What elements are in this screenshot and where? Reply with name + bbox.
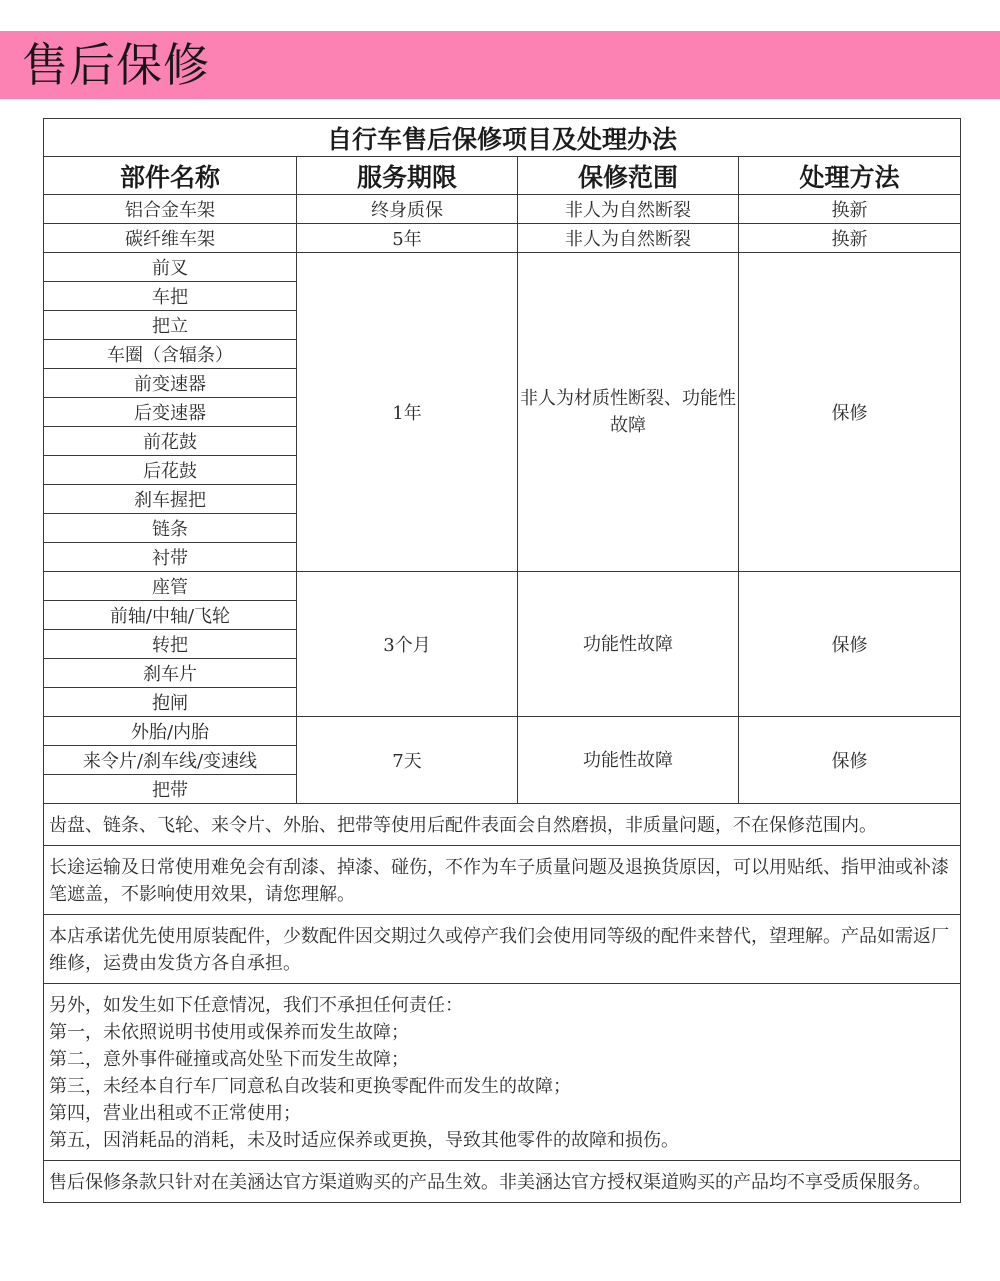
part-name-cell: 把立 <box>44 311 297 340</box>
part-name-cell: 座管 <box>44 572 297 601</box>
part-name-cell: 转把 <box>44 630 297 659</box>
note-row <box>44 1161 961 1203</box>
note-line: 齿盘、链条、飞轮、来令片、外胎、把带等使用后配件表面会自然磨损，非质量问题，不在保修范围内。 <box>49 815 877 836</box>
note-line: 售后保修条款只针对在美涵达官方渠道购买的产品生效。非美涵达官方授权渠道购买的产品均不享受质保服务。 <box>49 1172 931 1193</box>
column-header-part-name: 部件名称 <box>44 157 297 195</box>
note-line: 另外，如发生如下任意情况，我们不承担任何责任： <box>49 995 463 1016</box>
note-row <box>44 804 961 846</box>
part-name-cell: 前叉 <box>44 253 297 282</box>
note-line: 第三，未经本自行车厂同意私自改装和更换零配件而发生的故障； <box>49 1076 571 1097</box>
note-line: 第四，营业出租或不正常使用； <box>49 1103 301 1124</box>
part-name-cell: 抱闸 <box>44 688 297 717</box>
part-name-cell: 外胎/内胎 <box>44 717 297 746</box>
service-period-cell: 3个月 <box>297 572 518 717</box>
column-header-service-period: 服务期限 <box>297 157 518 195</box>
part-name-cell: 车圈（含辐条） <box>44 340 297 369</box>
table-title: 自行车售后保修项目及处理办法 <box>44 119 961 157</box>
note-line: 长途运输及日常使用难免会有刮漆、掉漆、碰伤，不作为车子质量问题及退换货原因，可以用贴纸、指甲油或补漆笔遮盖，不影响使用效果，请您理解。 <box>49 857 949 905</box>
part-name-cell: 衬带 <box>44 543 297 572</box>
service-period-cell: 终身质保 <box>297 195 518 224</box>
part-name-cell: 后变速器 <box>44 398 297 427</box>
service-period-cell: 7天 <box>297 717 518 804</box>
handling-method-cell: 保修 <box>739 253 961 572</box>
table-row <box>44 253 961 282</box>
header-banner <box>0 31 1000 99</box>
table-row <box>44 195 961 224</box>
handling-method-cell: 换新 <box>739 195 961 224</box>
part-name-cell: 刹车片 <box>44 659 297 688</box>
part-name-cell: 碳纤维车架 <box>44 224 297 253</box>
note-line: 第二，意外事件碰撞或高处坠下而发生故障； <box>49 1049 409 1070</box>
column-header-warranty-scope: 保修范围 <box>518 157 739 195</box>
note-line: 第五，因消耗品的消耗，未及时适应保养或更换，导致其他零件的故障和损伤。 <box>49 1130 679 1151</box>
note-row <box>44 984 961 1161</box>
part-name-cell: 前变速器 <box>44 369 297 398</box>
note-row <box>44 846 961 915</box>
note-line: 第一，未依照说明书使用或保养而发生故障； <box>49 1022 409 1043</box>
warranty-scope-cell: 非人为自然断裂 <box>518 195 739 224</box>
part-name-cell: 前轴/中轴/飞轮 <box>44 601 297 630</box>
note-text <box>44 846 961 915</box>
column-header-handling-method: 处理方法 <box>739 157 961 195</box>
service-period-cell: 5年 <box>297 224 518 253</box>
warranty-table <box>43 118 961 1203</box>
service-period-cell: 1年 <box>297 253 518 572</box>
note-text <box>44 1161 961 1203</box>
table-row <box>44 572 961 601</box>
part-name-cell: 把带 <box>44 775 297 804</box>
warranty-scope-cell: 功能性故障 <box>518 717 739 804</box>
part-name-cell: 刹车握把 <box>44 485 297 514</box>
table-row <box>44 224 961 253</box>
handling-method-cell: 保修 <box>739 717 961 804</box>
part-name-cell: 链条 <box>44 514 297 543</box>
handling-method-cell: 换新 <box>739 224 961 253</box>
note-text <box>44 804 961 846</box>
part-name-cell: 来令片/刹车线/变速线 <box>44 746 297 775</box>
part-name-cell: 铝合金车架 <box>44 195 297 224</box>
note-text <box>44 915 961 984</box>
page-title: 售后保修 <box>22 38 210 92</box>
table-row <box>44 717 961 746</box>
part-name-cell: 后花鼓 <box>44 456 297 485</box>
warranty-scope-cell: 非人为自然断裂 <box>518 224 739 253</box>
handling-method-cell: 保修 <box>739 572 961 717</box>
note-text <box>44 984 961 1161</box>
warranty-scope-cell: 功能性故障 <box>518 572 739 717</box>
note-row <box>44 915 961 984</box>
warranty-scope-cell: 非人为材质性断裂、功能性故障 <box>518 253 739 572</box>
note-line: 本店承诺优先使用原装配件，少数配件因交期过久或停产我们会使用同等级的配件来替代，望理解。产品如需返厂维修，运费由发货方各自承担。 <box>49 926 949 974</box>
part-name-cell: 车把 <box>44 282 297 311</box>
part-name-cell: 前花鼓 <box>44 427 297 456</box>
